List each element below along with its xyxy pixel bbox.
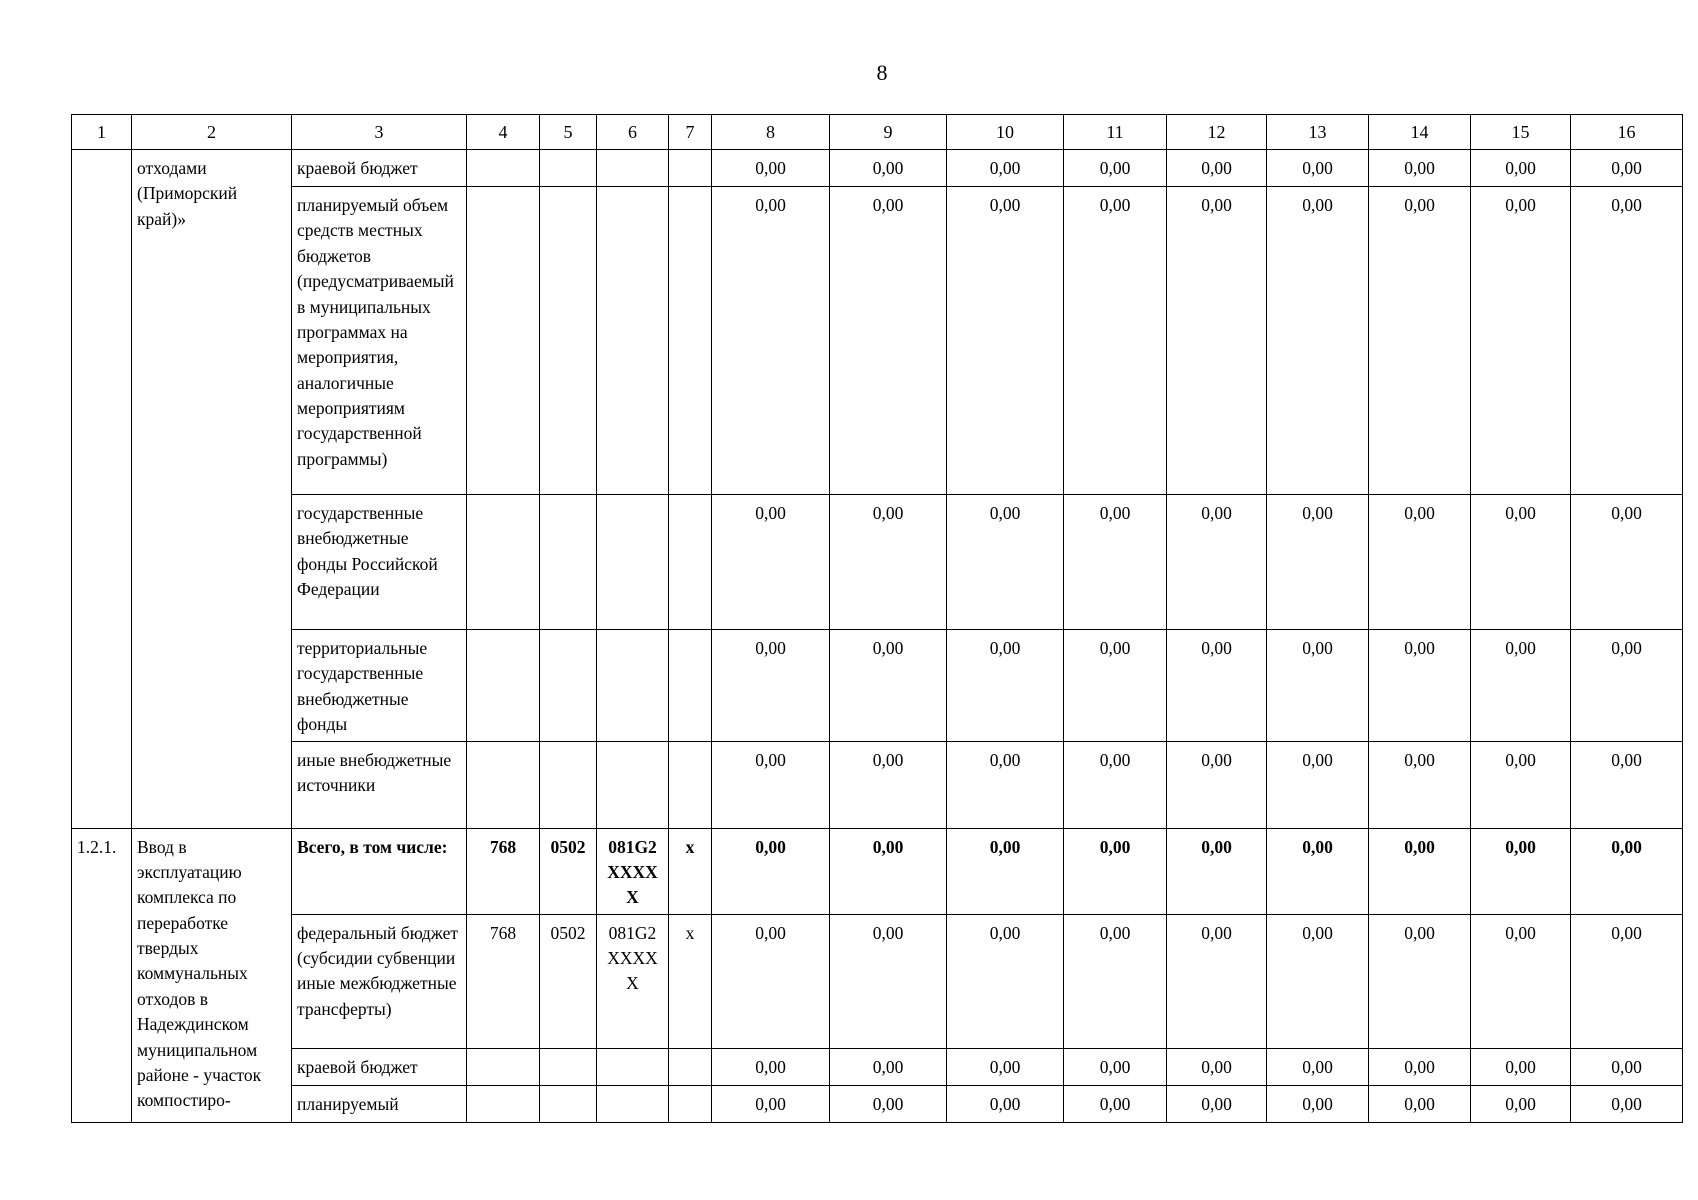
value-cell: 0,00	[1571, 150, 1683, 187]
header-cell: 12	[1167, 115, 1267, 150]
table-body	[72, 115, 1683, 1123]
value-cell: 0,00	[1167, 150, 1267, 187]
code-cell: 768	[467, 828, 540, 914]
code-cell: x	[669, 828, 712, 914]
value-cell: 0,00	[1471, 495, 1571, 630]
value-cell: 0,00	[830, 741, 947, 828]
empty-cell	[467, 150, 540, 187]
value-cell: 0,00	[1571, 1085, 1683, 1122]
value-cell: 0,00	[1369, 630, 1471, 742]
row-number-cell: 1.2.1.	[72, 828, 132, 1122]
code-cell: 0502	[540, 828, 597, 914]
code-cell	[467, 1048, 540, 1085]
value-cell: 0,00	[1064, 630, 1167, 742]
funding-source: планируемый	[292, 1085, 467, 1122]
header-cell: 13	[1267, 115, 1369, 150]
funding-source: федеральный бюджет (субсидии субвенции иные межбюджетные трансферты)	[292, 914, 467, 1048]
value-cell: 0,00	[1471, 1085, 1571, 1122]
header-cell: 7	[669, 115, 712, 150]
header-cell: 14	[1369, 115, 1471, 150]
table-row	[72, 741, 1683, 828]
empty-cell	[669, 741, 712, 828]
value-cell: 0,00	[1369, 914, 1471, 1048]
value-cell: 0,00	[1267, 1048, 1369, 1085]
header-cell: 10	[947, 115, 1064, 150]
value-cell: 0,00	[947, 630, 1064, 742]
empty-cell	[467, 741, 540, 828]
table-row	[72, 1048, 1683, 1085]
empty-cell	[669, 150, 712, 187]
value-cell: 0,00	[712, 914, 830, 1048]
value-cell: 0,00	[1471, 1048, 1571, 1085]
code-cell	[540, 1085, 597, 1122]
value-cell: 0,00	[1571, 914, 1683, 1048]
empty-cell	[597, 630, 669, 742]
value-cell: 0,00	[712, 187, 830, 495]
header-cell: 15	[1471, 115, 1571, 150]
value-cell: 0,00	[830, 1048, 947, 1085]
empty-cell	[540, 741, 597, 828]
table-row	[72, 914, 1683, 1048]
code-cell	[467, 1085, 540, 1122]
empty-cell	[669, 187, 712, 495]
header-cell: 1	[72, 115, 132, 150]
value-cell: 0,00	[712, 150, 830, 187]
value-cell: 0,00	[830, 914, 947, 1048]
funding-source: территориальные государственные внебюджетные фонды	[292, 630, 467, 742]
value-cell: 0,00	[712, 630, 830, 742]
value-cell: 0,00	[712, 1085, 830, 1122]
value-cell: 0,00	[1064, 495, 1167, 630]
header-cell: 16	[1571, 115, 1683, 150]
code-cell: 081G2 XXXXX	[597, 914, 669, 1048]
header-cell: 8	[712, 115, 830, 150]
value-cell: 0,00	[1167, 495, 1267, 630]
value-cell: 0,00	[1064, 150, 1167, 187]
value-cell: 0,00	[1471, 828, 1571, 914]
code-cell: x	[669, 914, 712, 1048]
value-cell: 0,00	[712, 828, 830, 914]
value-cell: 0,00	[1571, 495, 1683, 630]
value-cell: 0,00	[1471, 150, 1571, 187]
code-cell	[540, 1048, 597, 1085]
value-cell: 0,00	[1064, 741, 1167, 828]
empty-cell	[597, 187, 669, 495]
value-cell: 0,00	[1571, 741, 1683, 828]
measure-description: отходами (Приморский край)»	[132, 150, 292, 829]
empty-cell	[467, 187, 540, 495]
value-cell: 0,00	[1064, 187, 1167, 495]
value-cell: 0,00	[1369, 187, 1471, 495]
funding-source: иные внебюджетные источники	[292, 741, 467, 828]
header-cell: 2	[132, 115, 292, 150]
value-cell: 0,00	[947, 1085, 1064, 1122]
value-cell: 0,00	[1267, 630, 1369, 742]
empty-cell	[597, 150, 669, 187]
code-cell: 768	[467, 914, 540, 1048]
table-row	[72, 630, 1683, 742]
empty-cell	[669, 630, 712, 742]
value-cell: 0,00	[1267, 914, 1369, 1048]
code-cell: 081G2 XXXXX	[597, 828, 669, 914]
table-row	[72, 495, 1683, 630]
value-cell: 0,00	[947, 187, 1064, 495]
value-cell: 0,00	[830, 187, 947, 495]
row-number-cell	[72, 150, 132, 829]
header-cell: 3	[292, 115, 467, 150]
value-cell: 0,00	[1267, 495, 1369, 630]
value-cell: 0,00	[1571, 187, 1683, 495]
value-cell: 0,00	[947, 150, 1064, 187]
value-cell: 0,00	[1267, 828, 1369, 914]
table-row	[72, 828, 1683, 914]
value-cell: 0,00	[1267, 187, 1369, 495]
value-cell: 0,00	[1064, 914, 1167, 1048]
table-row	[72, 150, 1683, 187]
value-cell: 0,00	[712, 495, 830, 630]
empty-cell	[467, 630, 540, 742]
funding-source: государственные внебюджетные фонды Российской Федерации	[292, 495, 467, 630]
value-cell: 0,00	[1369, 741, 1471, 828]
value-cell: 0,00	[1571, 630, 1683, 742]
funding-source: краевой бюджет	[292, 150, 467, 187]
header-cell: 11	[1064, 115, 1167, 150]
value-cell: 0,00	[1369, 495, 1471, 630]
header-cell: 4	[467, 115, 540, 150]
code-cell: 0502	[540, 914, 597, 1048]
value-cell: 0,00	[1267, 1085, 1369, 1122]
code-cell	[597, 1048, 669, 1085]
value-cell: 0,00	[1369, 1048, 1471, 1085]
value-cell: 0,00	[1369, 150, 1471, 187]
value-cell: 0,00	[1471, 914, 1571, 1048]
value-cell: 0,00	[1571, 828, 1683, 914]
funding-source: Всего, в том числе:	[292, 828, 467, 914]
empty-cell	[597, 495, 669, 630]
value-cell: 0,00	[947, 1048, 1064, 1085]
value-cell: 0,00	[947, 495, 1064, 630]
header-cell: 5	[540, 115, 597, 150]
value-cell: 0,00	[712, 741, 830, 828]
table-row	[72, 1085, 1683, 1122]
measure-description: Ввод в эксплуатацию комплекса по переработке твердых коммунальных отходов в Надеждинском муниципальном районе - участок компостиро-	[132, 828, 292, 1122]
empty-cell	[540, 495, 597, 630]
table-row	[72, 187, 1683, 495]
value-cell: 0,00	[1167, 741, 1267, 828]
value-cell: 0,00	[1471, 187, 1571, 495]
value-cell: 0,00	[830, 630, 947, 742]
value-cell: 0,00	[1471, 630, 1571, 742]
value-cell: 0,00	[947, 741, 1064, 828]
value-cell: 0,00	[1064, 1085, 1167, 1122]
value-cell: 0,00	[1267, 150, 1369, 187]
value-cell: 0,00	[947, 828, 1064, 914]
value-cell: 0,00	[1167, 187, 1267, 495]
value-cell: 0,00	[712, 1048, 830, 1085]
value-cell: 0,00	[1571, 1048, 1683, 1085]
code-cell	[669, 1085, 712, 1122]
value-cell: 0,00	[1471, 741, 1571, 828]
value-cell: 0,00	[830, 150, 947, 187]
funding-source: планируемый объем средств местных бюджетов (предусматриваемый в муниципальных программах на мероприятия, аналогичные мероприятиям государственной программы)	[292, 187, 467, 495]
value-cell: 0,00	[1167, 1048, 1267, 1085]
value-cell: 0,00	[830, 828, 947, 914]
value-cell: 0,00	[830, 1085, 947, 1122]
header-row	[72, 115, 1683, 150]
empty-cell	[540, 630, 597, 742]
value-cell: 0,00	[1167, 914, 1267, 1048]
budget-table	[71, 114, 1683, 1123]
value-cell: 0,00	[1064, 1048, 1167, 1085]
header-cell: 6	[597, 115, 669, 150]
value-cell: 0,00	[1064, 828, 1167, 914]
value-cell: 0,00	[1369, 828, 1471, 914]
code-cell	[669, 1048, 712, 1085]
empty-cell	[669, 495, 712, 630]
funding-source: краевой бюджет	[292, 1048, 467, 1085]
empty-cell	[540, 150, 597, 187]
empty-cell	[540, 187, 597, 495]
value-cell: 0,00	[1167, 828, 1267, 914]
value-cell: 0,00	[830, 495, 947, 630]
code-cell	[597, 1085, 669, 1122]
empty-cell	[597, 741, 669, 828]
value-cell: 0,00	[1167, 1085, 1267, 1122]
page-number: 8	[876, 60, 888, 85]
value-cell: 0,00	[1369, 1085, 1471, 1122]
header-cell: 9	[830, 115, 947, 150]
empty-cell	[467, 495, 540, 630]
value-cell: 0,00	[1167, 630, 1267, 742]
value-cell: 0,00	[947, 914, 1064, 1048]
value-cell: 0,00	[1267, 741, 1369, 828]
